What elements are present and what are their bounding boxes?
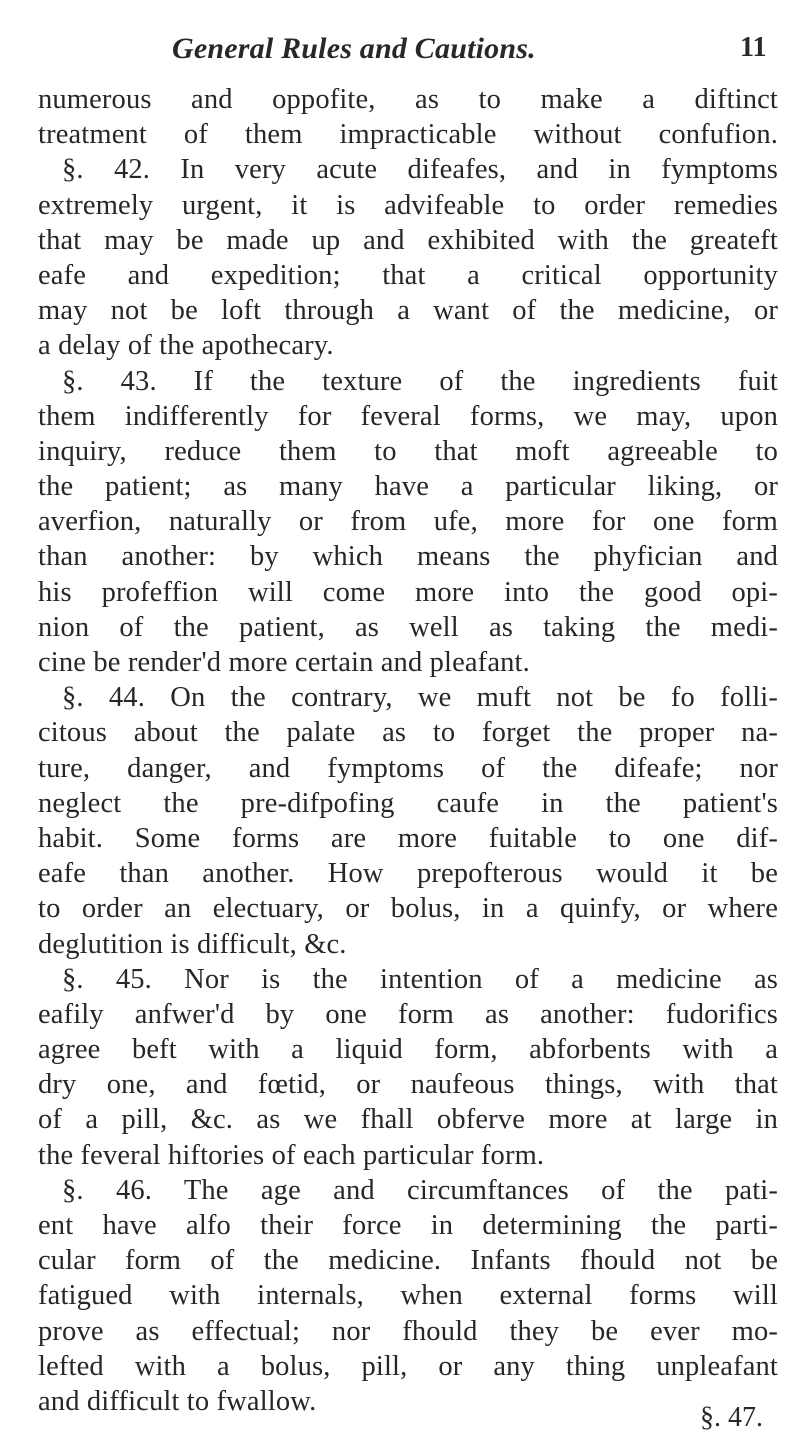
text-line: ent have alfo their force in determining the parti-: [38, 1210, 778, 1241]
text-line: than another: by which means the phyfician and: [38, 541, 778, 573]
text-line: to order an electuary, or bolus, in a quinfy, or where: [38, 893, 778, 925]
text-line: eafe and expedition; that a critical opportunity: [38, 259, 778, 291]
text-line: may not be loft through a want of the medicine, or: [38, 295, 778, 327]
text-line: agree beft with a liquid form, abforbents with a: [38, 1034, 778, 1066]
text-line: §. 45. Nor is the intention of a medicine as: [62, 963, 778, 995]
text-line: of a pill, &c. as we fhall obferve more at large in: [38, 1104, 778, 1136]
text-line: nion of the patient, as well as taking the medi-: [38, 611, 778, 643]
text-line: and difficult to fwallow.: [38, 1385, 317, 1417]
page-header: [0, 32, 800, 72]
text-line: that may be made up and exhibited with the greateft: [38, 224, 778, 256]
text-line: ture, danger, and fymptoms of the difeafe; nor: [38, 752, 778, 784]
text-line: extremely urgent, it is advifeable to order remedies: [38, 189, 778, 221]
text-line: §. 44. On the contrary, we muft not be fo folli-: [62, 682, 778, 714]
text-line: eafily anfwer'd by one form as another: fudorifics: [38, 998, 778, 1030]
text-line: numerous and oppofite, as to make a diftinct: [38, 84, 778, 115]
text-line: citous about the palate as to forget the proper na-: [38, 717, 778, 749]
text-line: averfion, naturally or from ufe, more for one form: [38, 506, 778, 538]
running-head: General Rules and Cautions.: [172, 32, 536, 65]
text-line: the patient; as many have a particular liking, or: [38, 471, 778, 503]
text-line: fatigued with internals, when external forms will: [38, 1280, 778, 1312]
text-line: the feveral hiftories of each particular form.: [38, 1139, 545, 1171]
text-line: his profeffion will come more into the good opi-: [38, 576, 778, 608]
page-number: 11: [740, 32, 767, 63]
text-line: cine be render'd more certain and pleafant.: [38, 647, 530, 678]
text-line: them indifferently for feveral forms, we may, upon: [38, 400, 778, 432]
text-line: inquiry, reduce them to that moft agreeable to: [38, 435, 778, 467]
text-line: dry one, and fœtid, or naufeous things, with that: [38, 1069, 778, 1101]
text-line: §. 46. The age and circumftances of the pati-: [62, 1174, 778, 1206]
text-line: §. 43. If the texture of the ingredients fuit: [62, 365, 778, 397]
text-line: lefted with a bolus, pill, or any thing unpleafant: [38, 1350, 778, 1382]
text-line: §. 42. In very acute difeafes, and in fymptoms: [62, 154, 778, 186]
text-line: cular form of the medicine. Infants fhould not be: [38, 1245, 778, 1277]
body-text: [38, 82, 778, 1419]
text-line: a delay of the apothecary.: [38, 330, 334, 362]
text-line: treatment of them impracticable without confufion.: [38, 119, 778, 151]
text-line: deglutition is difficult, &c.: [38, 928, 347, 960]
text-line: prove as effectual; nor fhould they be ever mo-: [38, 1315, 778, 1347]
text-line: neglect the pre-difpofing caufe in the patient's: [38, 787, 778, 819]
text-line: eafe than another. How prepofterous would it be: [38, 858, 778, 890]
text-line: habit. Some forms are more fuitable to one dif-: [38, 822, 778, 854]
catchword: §. 47.: [700, 1402, 763, 1433]
